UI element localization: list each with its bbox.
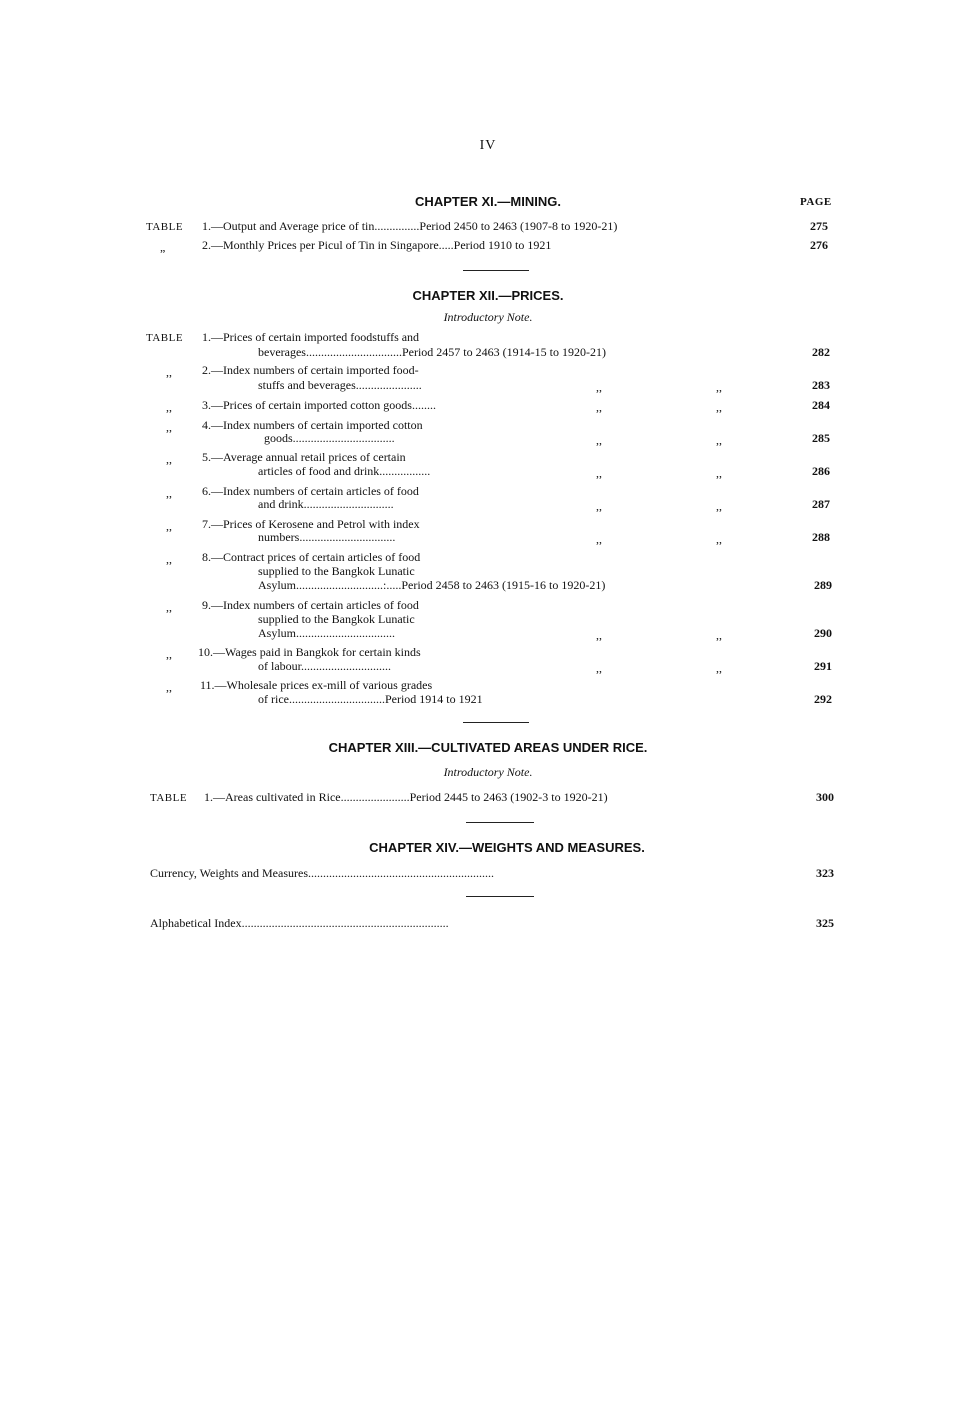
toc-entry-text: Asylum.............................:.....Period 2458 to 2463 (1915-16 to 1920-21) xyxy=(258,578,606,592)
toc-entry-text: 9.—Index numbers of certain articles of food xyxy=(202,598,419,612)
toc-entry-text: 11.—Wholesale prices ex-mill of various grades xyxy=(200,678,433,692)
toc-entry-page: 300 xyxy=(816,790,834,804)
toc-entry-page: 286 xyxy=(812,464,830,478)
ditto-mark: ,, xyxy=(716,433,722,447)
toc-entry-text: 1.—Areas cultivated in Rice.......................Period 2445 to 2463 (1902-3 to 1920-21) xyxy=(204,790,608,804)
ditto-mark: ,, xyxy=(716,466,722,480)
toc-entry-page: 287 xyxy=(812,497,830,511)
row-prefix: ,, xyxy=(166,486,172,500)
chapter-12-title: CHAPTER XII.—PRICES. xyxy=(412,288,564,303)
toc-entry-text: 1.—Prices of certain imported foodstuffs and xyxy=(202,330,420,344)
toc-entry-page: 292 xyxy=(814,692,832,706)
row-prefix: ,, xyxy=(166,452,172,466)
toc-entry-page: 291 xyxy=(814,659,832,673)
toc-entry-text: and drink.............................. xyxy=(258,497,394,511)
introductory-note: Introductory Note. xyxy=(443,310,533,324)
toc-entry-text: 6.—Index numbers of certain articles of food xyxy=(202,484,419,498)
introductory-note: Introductory Note. xyxy=(443,765,533,779)
row-prefix: TABLE xyxy=(146,332,184,344)
section-divider xyxy=(466,896,534,897)
toc-entry-text: numbers................................ xyxy=(258,530,396,544)
toc-entry-text: 5.—Average annual retail prices of certain xyxy=(202,450,406,464)
toc-entry-page: 289 xyxy=(814,578,832,592)
ditto-mark: ,, xyxy=(716,400,722,414)
toc-entry-text: goods.................................. xyxy=(264,431,395,445)
toc-entry-text: 8.—Contract prices of certain articles of food xyxy=(202,550,421,564)
toc-entry-text: articles of food and drink................. xyxy=(258,464,431,478)
toc-entry-text: 4.—Index numbers of certain imported cotton xyxy=(202,418,423,432)
section-divider xyxy=(463,270,529,271)
row-prefix: ,, xyxy=(166,600,172,614)
ditto-mark: ,, xyxy=(716,628,722,642)
toc-entry-page: 290 xyxy=(814,626,832,640)
toc-entry-page: 284 xyxy=(812,398,830,412)
toc-entry-text: of rice................................Period 1914 to 1921 xyxy=(258,692,483,706)
row-prefix: ,, xyxy=(166,420,172,434)
toc-entry-page: 323 xyxy=(816,866,834,880)
toc-entry-page: 283 xyxy=(812,378,830,392)
ditto-mark: ,, xyxy=(596,400,602,414)
ditto-mark: ,, xyxy=(716,532,722,546)
ditto-mark: ,, xyxy=(716,380,722,394)
chapter-13-title: CHAPTER XIII.—CULTIVATED AREAS UNDER RICE. xyxy=(328,740,648,755)
toc-entry-text: beverages................................Period 2457 to 2463 (1914-15 to 1920-21) xyxy=(258,345,606,359)
toc-entry-page: 288 xyxy=(812,530,830,544)
toc-entry-text: stuffs and beverages...................... xyxy=(258,378,422,392)
toc-entry-page: 325 xyxy=(816,916,834,930)
row-prefix: ,, xyxy=(166,552,172,566)
ditto-mark: ,, xyxy=(596,661,602,675)
ditto-mark: ,, xyxy=(596,380,602,394)
ditto-mark: ,, xyxy=(596,433,602,447)
section-divider xyxy=(466,822,534,823)
toc-entry-text: 1.—Output and Average price of tin...............Period 2450 to 2463 (1907-8 to 1920-21) xyxy=(202,219,618,233)
ditto-mark: ,, xyxy=(596,499,602,513)
toc-entry-text: 3.—Prices of certain imported cotton goods........ xyxy=(202,398,436,412)
toc-entry-text: Asylum................................. xyxy=(258,626,396,640)
toc-entry-page: 285 xyxy=(812,431,830,445)
toc-entry-text: 7.—Prices of Kerosene and Petrol with index xyxy=(202,517,420,531)
toc-entry-text: Currency, Weights and Measures.............................................................. xyxy=(150,866,494,880)
row-prefix: „ xyxy=(160,240,166,254)
row-prefix: ,, xyxy=(166,365,172,379)
toc-entry-page: 276 xyxy=(810,238,828,252)
row-prefix: ,, xyxy=(166,647,172,661)
ditto-mark: ,, xyxy=(596,628,602,642)
toc-entry-text: 10.—Wages paid in Bangkok for certain kinds xyxy=(198,645,421,659)
toc-entry-page: 275 xyxy=(810,219,828,233)
ditto-mark: ,, xyxy=(716,661,722,675)
row-prefix: TABLE xyxy=(150,792,188,804)
toc-entry-text: supplied to the Bangkok Lunatic xyxy=(258,612,415,626)
toc-entry-text: 2.—Index numbers of certain imported food- xyxy=(202,363,419,377)
section-divider xyxy=(463,722,529,723)
chapter-11-title: CHAPTER XI.—MINING. xyxy=(415,194,561,209)
page-number: IV xyxy=(479,138,497,153)
toc-entry-text: 2.—Monthly Prices per Picul of Tin in Singapore.....Period 1910 to 1921 xyxy=(202,238,552,252)
page-column-header: PAGE xyxy=(800,196,832,208)
row-prefix: TABLE xyxy=(146,221,184,233)
row-prefix: ,, xyxy=(166,519,172,533)
ditto-mark: ,, xyxy=(596,532,602,546)
ditto-mark: ,, xyxy=(596,466,602,480)
chapter-14-title: CHAPTER XIV.—WEIGHTS AND MEASURES. xyxy=(369,840,645,855)
ditto-mark: ,, xyxy=(716,499,722,513)
toc-entry-text: supplied to the Bangkok Lunatic xyxy=(258,564,415,578)
toc-entry-text: of labour.............................. xyxy=(258,659,391,673)
row-prefix: ,, xyxy=(166,680,172,694)
toc-entry-page: 282 xyxy=(812,345,830,359)
toc-entry-text: Alphabetical Index..................................................................... xyxy=(150,916,449,930)
row-prefix: ,, xyxy=(166,400,172,414)
